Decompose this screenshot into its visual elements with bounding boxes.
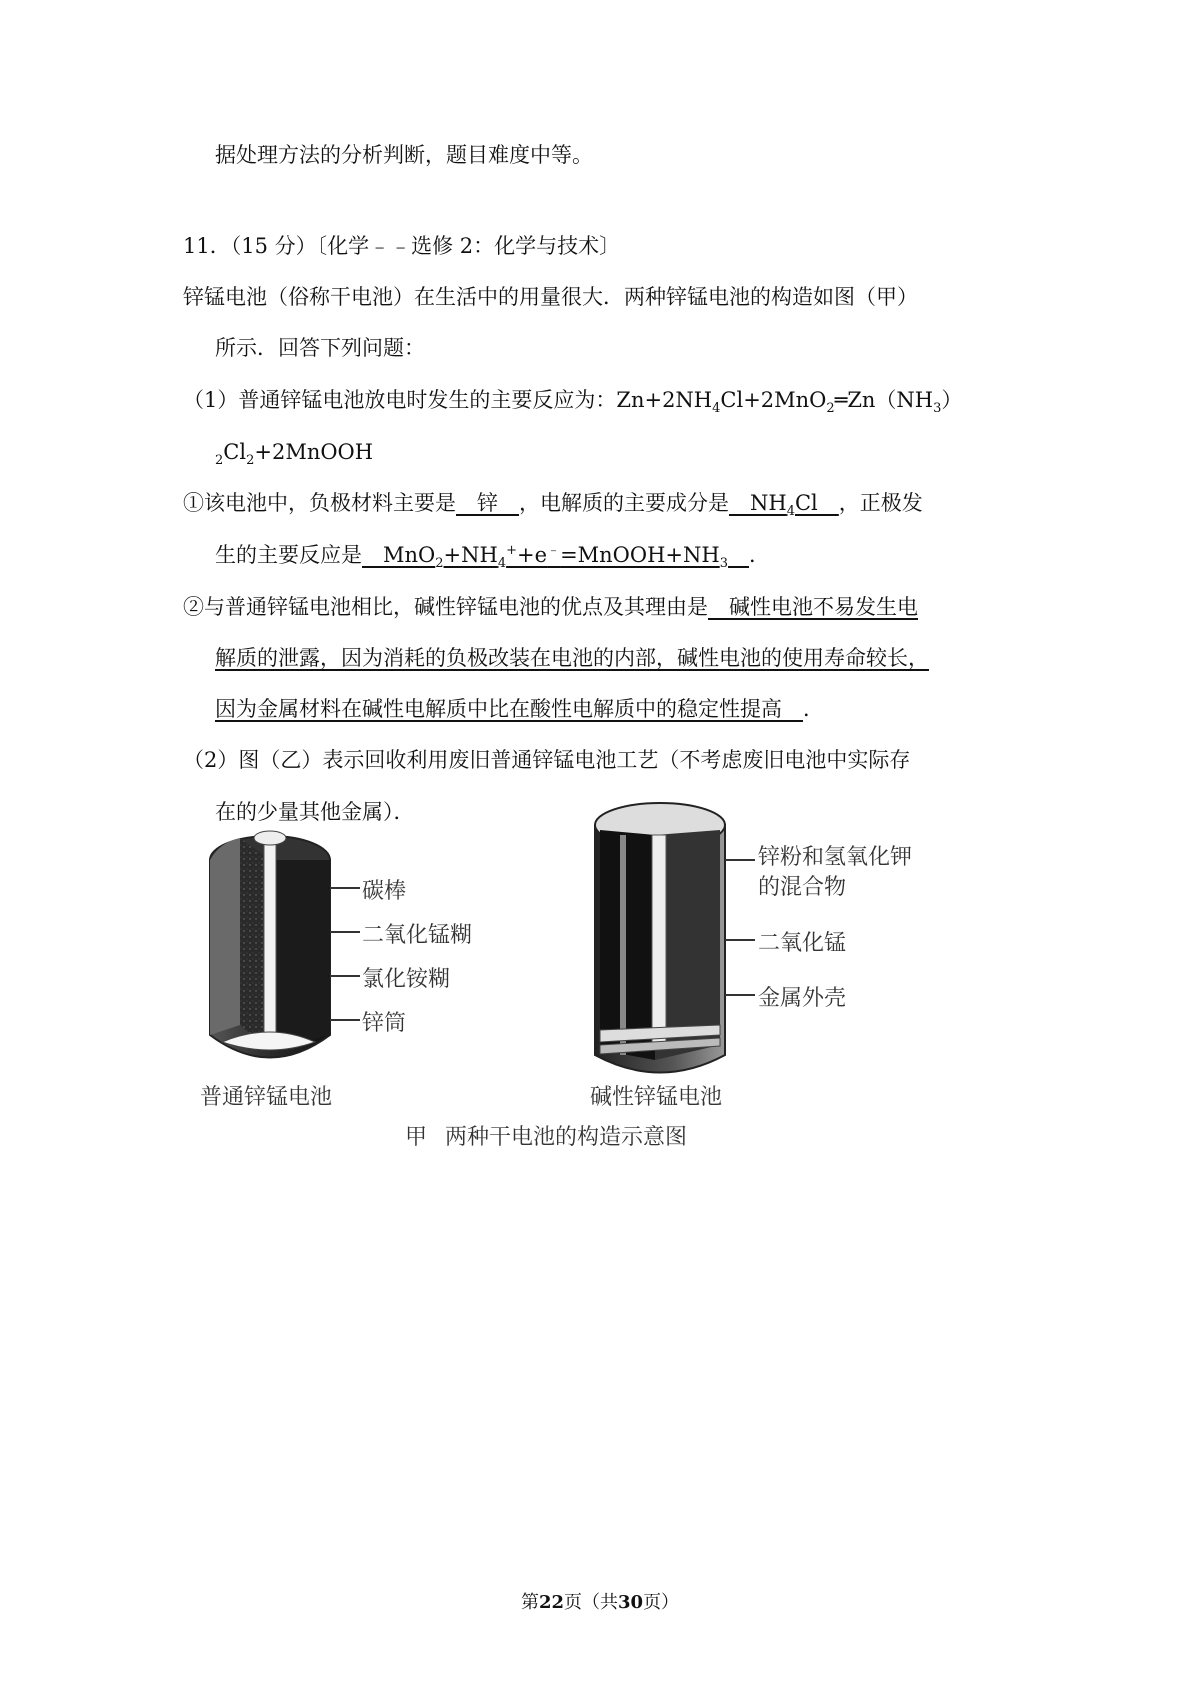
label-metal-shell: 金属外壳: [758, 986, 847, 1011]
q1-pre: ①该电池中，负极材料主要是: [183, 491, 456, 515]
footer-suffix: 页）: [643, 1592, 680, 1613]
sub: 4: [786, 504, 795, 520]
part1-text-a: （1）普通锌锰电池放电时发生的主要反应为：Zn+2NH: [183, 388, 713, 412]
q2-end: ．: [803, 697, 824, 721]
sub: 2: [826, 401, 835, 417]
sub: 2: [215, 453, 224, 469]
q2-line-2: [215, 643, 929, 673]
sub: 3: [933, 401, 942, 417]
q1-l2-pre: 生的主要反应是: [215, 543, 362, 567]
part1-line-2: [215, 437, 373, 467]
answer-cathode-reaction: [362, 543, 749, 572]
label-zinc-can: 锌筒: [362, 1011, 407, 1036]
label-mno2: 二氧化锰: [758, 931, 847, 956]
intro-line-1: 锌锰电池（俗称干电池）在生活中的用量很大．两种锌锰电池的构造如图（甲）: [183, 285, 918, 309]
question-header: 11．（15 分）〔化学﹣﹣选修 2：化学与技术〕: [183, 234, 621, 258]
eq-d: =MnOOH+NH: [560, 543, 720, 567]
sub: 4: [497, 556, 507, 572]
text-line-top: 据处理方法的分析判断，题目难度中等。: [215, 143, 593, 167]
sub: 4: [712, 401, 721, 417]
label-zinc-koh-1: 锌粉和氢氧化钾: [758, 845, 913, 870]
q1-l2-end: ．: [749, 543, 770, 567]
q2-line-3: [215, 694, 824, 724]
q1-end: ，正极发: [838, 491, 923, 515]
answer-electrolyte-b: Cl__: [794, 491, 839, 515]
footer-page-number: 22: [538, 1592, 564, 1613]
label-nh4cl-paste: 氯化铵糊: [362, 967, 451, 992]
q1-line-2: [215, 540, 770, 570]
eq-a: __MnO: [362, 543, 436, 567]
sub: 2: [435, 556, 444, 572]
part2-line-2: 在的少量其他金属）．: [215, 800, 415, 824]
answer-advantage-3: 因为金属材料在碱性电解质中比在酸性电解质中的稳定性提高__: [215, 697, 803, 721]
sup: ﹣: [547, 543, 561, 558]
eq-b: +NH: [443, 543, 498, 567]
eq-c: +e: [517, 543, 548, 567]
part1-text-c: ═Zn（NH: [834, 388, 934, 412]
sub: 2: [246, 453, 255, 469]
q2-line-1: [183, 592, 918, 622]
part1-text-b: Cl+2MnO: [720, 388, 827, 412]
label-mno2-paste: 二氧化锰糊: [362, 923, 473, 948]
part1-cl: Cl: [223, 440, 247, 464]
sub: 3: [719, 556, 728, 572]
label-zinc-koh-2: 的混合物: [758, 875, 847, 900]
ordinary-battery-title: 普通锌锰电池: [200, 1085, 333, 1110]
figure-caption-prefix: 甲: [405, 1125, 428, 1150]
eq-e: __: [728, 543, 749, 567]
answer-anode: __锌__: [456, 491, 519, 515]
part1-text-d: ）: [941, 388, 963, 412]
alkaline-battery-title: 碱性锌锰电池: [590, 1085, 723, 1110]
battery-figure: [200, 790, 960, 1170]
answer-advantage-1: __碱性电池不易发生电: [708, 595, 918, 619]
footer-total-pages: 30: [618, 1592, 644, 1613]
intro-line-2: 所示．回答下列问题：: [215, 336, 425, 360]
part1-line-1: [183, 385, 962, 415]
q2-pre: ②与普通锌锰电池相比，碱性锌锰电池的优点及其理由是: [183, 595, 708, 619]
ordinary-battery: [210, 831, 360, 1058]
answer-advantage-2: 解质的泄露，因为消耗的负极改装在电池的内部，碱性电池的使用寿命较长，: [215, 646, 929, 670]
footer-prefix: 第: [520, 1592, 539, 1613]
q1-line-1: [183, 488, 923, 518]
q1-mid: ，电解质的主要成分是: [519, 491, 729, 515]
part2-line-1: （2）图（乙）表示回收利用废旧普通锌锰电池工艺（不考虑废旧电池中实际存: [183, 748, 911, 772]
answer-electrolyte: [729, 491, 839, 520]
alkaline-battery: [595, 803, 755, 1073]
answer-electrolyte-a: __NH: [729, 491, 787, 515]
figure-caption: 两种干电池的构造示意图: [445, 1125, 688, 1150]
label-carbon-rod: 碳棒: [362, 879, 407, 904]
sup: +: [506, 543, 518, 558]
part1-end: +2MnOOH: [254, 440, 374, 464]
page-footer: [0, 1588, 1200, 1614]
footer-mid: 页（共: [564, 1592, 618, 1613]
